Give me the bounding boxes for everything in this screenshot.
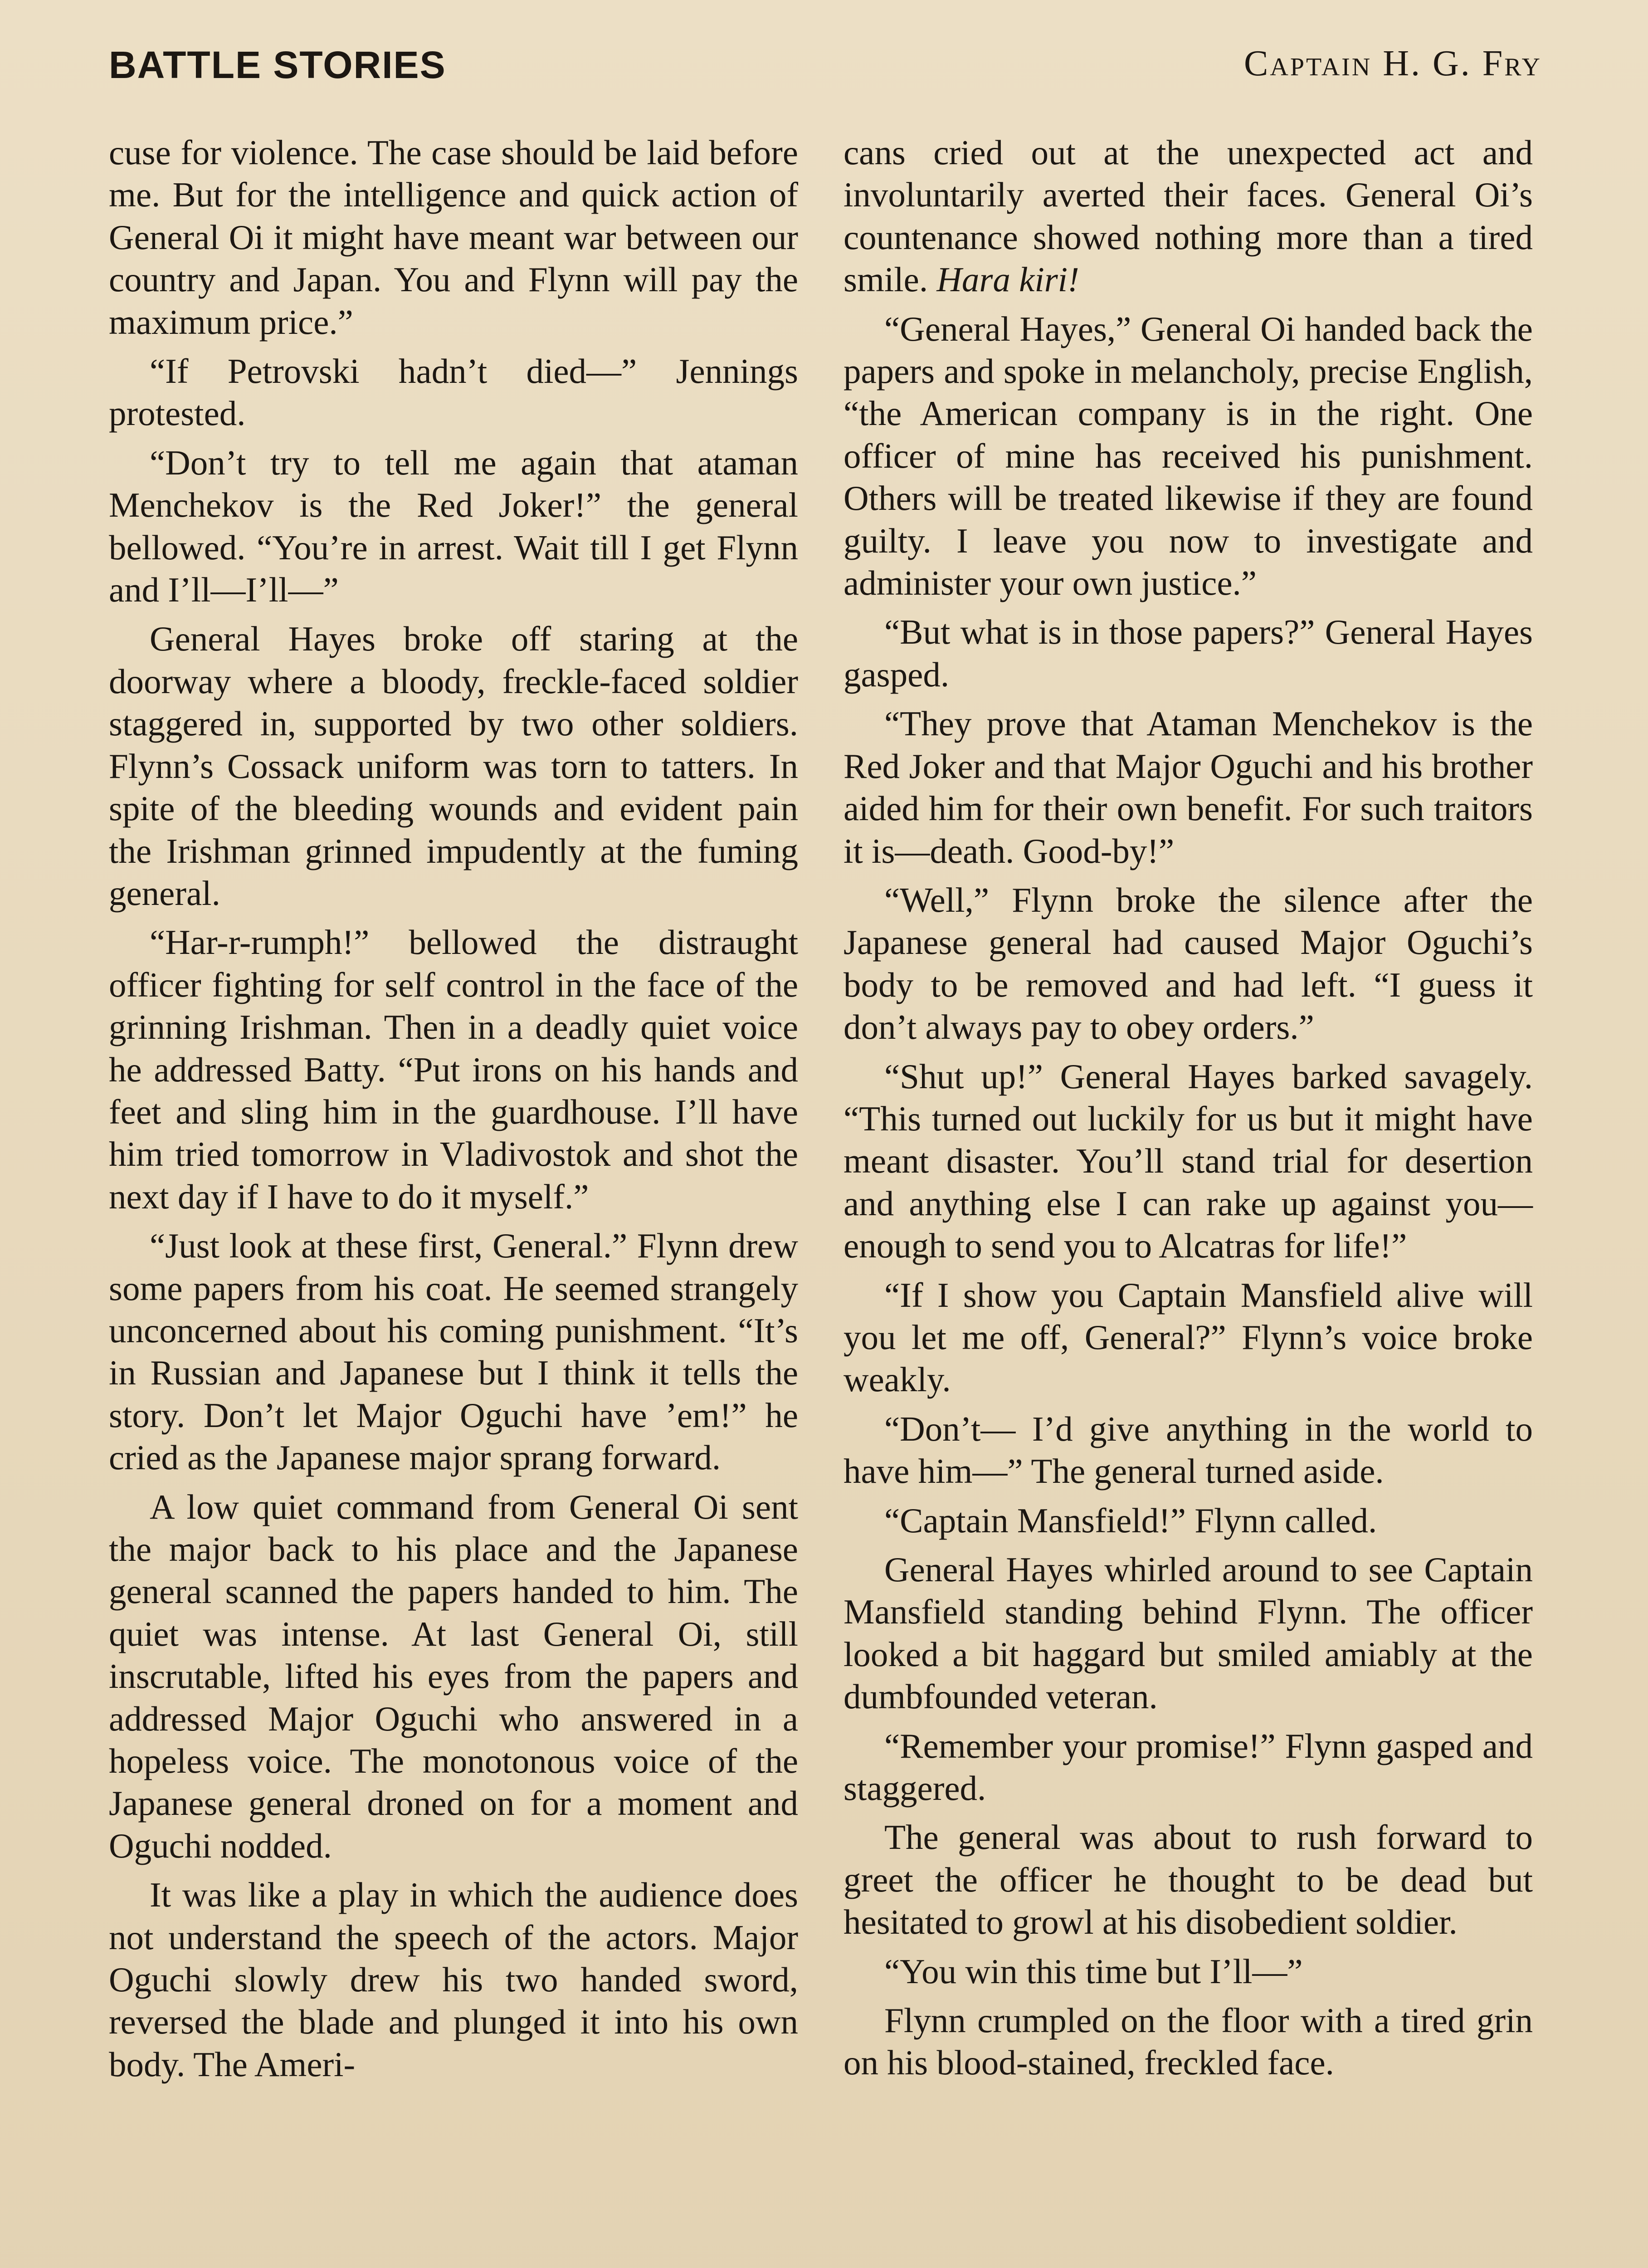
paragraph: cuse for violence. The case should be laid before me. But for the intelligence and quick action of General Oi it might have meant war between our country and Japan. You and Flynn will pay the maximum price.”: [109, 133, 798, 342]
paragraph: “Just look at these first, General.” Flynn drew some papers from his coat. He seemed strangely unconcerned about his coming punishment. “It’s in Russian and Japanese but I think it tells the story. Don’t let Major Oguchi have ’em!” he cried as the Japanese major sprang forward.: [109, 1226, 798, 1477]
paragraph: “Well,” Flynn broke the silence after the Japanese general had caused Major Oguchi’s body to be removed and had left. “I guess it don’t always pay to obey orders.”: [844, 880, 1533, 1047]
paragraph: A low quiet command from General Oi sent the major back to his place and the Japanese general scanned the papers handed to him. The quiet was intense. At last General Oi, still inscrutable, lifted his eyes from the papers and addressed Major Oguchi who answered in a hopeless voice. The monotonous voice of the Japanese general droned on for a moment and Oguchi nodded.: [109, 1487, 798, 1865]
paragraph: It was like a play in which the audience does not understand the speech of the actors. Major Oguchi slowly drew his two handed sword, reversed the blade and plunged it into his own body. The Ameri-: [109, 1875, 798, 2084]
left-column: [109, 132, 798, 2086]
paragraph: “If Petrovski hadn’t died—” Jennings protested.: [109, 352, 798, 433]
paragraph: “Har-r-rumph!” bellowed the distraught officer fighting for self control in the face of the grinning Irishman. Then in a deadly quiet voice he addressed Batty. “Put irons on his hands and feet and sling him in the guardhouse. I’ll have him tried tomorrow in Vladivostok and shot the next day if I have to do it myself.”: [109, 923, 798, 1216]
paragraph: Flynn crumpled on the floor with a tired grin on his blood-stained, freckled face.: [844, 2001, 1533, 2082]
paragraph: “Remember your promise!” Flynn gasped and staggered.: [844, 1726, 1533, 1808]
paragraph-text: cans cried out at the unexpected act and involuntarily averted their faces. General Oi’s countenance showed nothing more than a tired smile.: [844, 133, 1533, 299]
paragraph: “Don’t try to tell me again that ataman Menchekov is the Red Joker!” the general bellowed. “You’re in arrest. Wait till I get Flynn and I’ll—I’ll—”: [109, 443, 798, 610]
running-header: [109, 43, 1542, 98]
paragraph: “Captain Mansfield!” Flynn called.: [884, 1501, 1377, 1540]
paragraph: “They prove that Ataman Menchekov is the Red Joker and that Major Oguchi and his brother aided him for their own benefit. For such traitors it is—death. Good-by!”: [844, 704, 1533, 870]
paragraph: “General Hayes,” General Oi handed back the papers and spoke in melancholy, precise English, “the American company is in the right. One officer of mine has received his punishment. Others will be treated likewise if they are found guilty. I leave you now to investigate and administer your own justice.”: [844, 309, 1533, 603]
paragraph: “But what is in those papers?” General Hayes gasped.: [844, 612, 1533, 694]
paragraph: General Hayes whirled around to see Captain Mansfield standing behind Flynn. The officer looked a bit haggard but smiled amiably at the dumbfounded veteran.: [844, 1550, 1533, 1716]
paragraph: “Shut up!” General Hayes barked savagely. “This turned out luckily for us but it might have meant disaster. You’ll stand trial for desertion and anything else I can rake up against you—enough to send you to Alcatras for life!”: [844, 1056, 1533, 1266]
emphasis-text: Hara kiri!: [936, 260, 1079, 299]
running-author: Captain H. G. Fry: [1244, 44, 1542, 83]
paragraph: [844, 132, 1533, 301]
paragraph: “Don’t— I’d give anything in the world to have him—” The general turned aside.: [844, 1409, 1533, 1491]
paragraph: General Hayes broke off staring at the doorway where a bloody, freckle-faced soldier staggered in, supported by two other soldiers. Flynn’s Cossack uniform was torn to tatters. In spite of the bleeding wounds and evident pain the Irishman grinned impudently at the fuming general.: [109, 619, 798, 913]
paragraph: “You win this time but I’ll—”: [884, 1951, 1303, 1991]
right-column: [844, 132, 1533, 2084]
running-title: BATTLE STORIES: [109, 44, 446, 86]
paragraph: “If I show you Captain Mansfield alive will you let me off, General?” Flynn’s voice broke weakly.: [844, 1275, 1533, 1399]
paragraph: The general was about to rush forward to greet the officer he thought to be dead but hesitated to growl at his disobedient soldier.: [844, 1818, 1533, 1942]
